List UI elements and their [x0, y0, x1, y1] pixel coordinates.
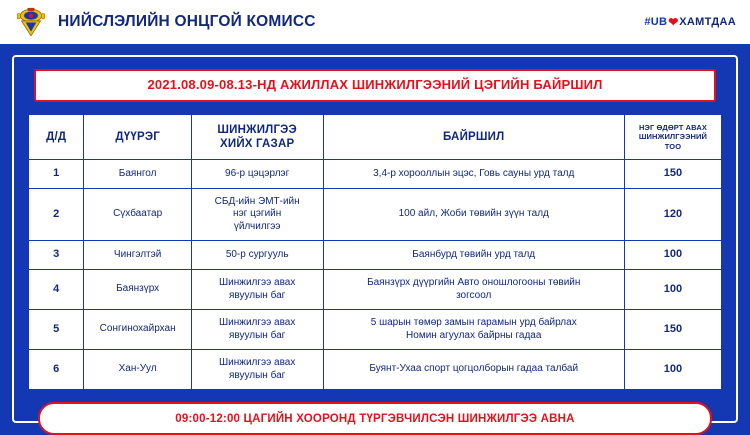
cell-district: Баянгол	[84, 160, 191, 189]
cell-district: Хан-Уул	[84, 350, 191, 390]
cell-place: 50-р сургууль	[191, 241, 323, 270]
ulaanbaatar-city-emblem-icon	[14, 5, 48, 39]
cell-place: Шинжилгээ авах явуулын баг	[191, 270, 323, 310]
table-row	[29, 310, 722, 350]
footer-banner	[38, 402, 712, 435]
cell-count: 100	[624, 350, 721, 390]
cell-count: 100	[624, 241, 721, 270]
cell-no: 2	[29, 188, 84, 241]
table-row	[29, 160, 722, 189]
heart-icon: ❤	[668, 15, 679, 29]
cell-count: 120	[624, 188, 721, 241]
cell-district: Чингэлтэй	[84, 241, 191, 270]
cell-count: 100	[624, 270, 721, 310]
cell-no: 6	[29, 350, 84, 390]
cell-location: Баянбурд төвийн урд талд	[323, 241, 624, 270]
title-banner-text: 2021.08.09-08.13-НД АЖИЛЛАХ ШИНЖИЛГЭЭНИЙ ЦЭГИЙН БАЙРШИЛ	[147, 77, 603, 92]
column-header-count-line1: НЭГ ӨДӨРТ АВАХ	[639, 123, 707, 132]
cell-location: 100 айл, Жоби төвийн зүүн талд	[323, 188, 624, 241]
cell-no: 5	[29, 310, 84, 350]
cell-place: Шинжилгээ авах явуулын баг	[191, 350, 323, 390]
header-bar	[0, 0, 750, 44]
content-frame	[12, 55, 738, 426]
table-row	[29, 270, 722, 310]
column-header-place-line1: ШИНЖИЛГЭЭ	[217, 124, 297, 137]
hashtag-ub: #UB	[644, 16, 668, 28]
footer-banner-text: 09:00-12:00 ЦАГИЙН ХООРОНД ТҮРГЭВЧИЛСЭН ШИНЖИЛГЭЭ АВНА	[175, 413, 575, 426]
cell-no: 3	[29, 241, 84, 270]
column-header-count-line3: ТОО	[664, 141, 682, 151]
page-title: НИЙСЛЭЛИЙН ОНЦГОЙ КОМИСС	[58, 13, 316, 30]
table-row	[29, 241, 722, 270]
title-banner	[34, 69, 716, 102]
table-body	[29, 160, 722, 390]
cell-location: 3,4-р хорооллын эцэс, Говь сауны урд талд	[323, 160, 624, 189]
table-header	[29, 115, 722, 160]
table-header-row	[29, 115, 722, 160]
cell-place: 96-р цэцэрлэг	[191, 160, 323, 189]
cell-no: 1	[29, 160, 84, 189]
campaign-hashtag	[644, 16, 736, 28]
cell-location: 5 шарын төмөр замын гарамын урд байрлах Номин агуулах байрны гадаа	[323, 310, 624, 350]
cell-count: 150	[624, 310, 721, 350]
table-row	[29, 350, 722, 390]
cell-count: 150	[624, 160, 721, 189]
cell-district: Сонгинохайрхан	[84, 310, 191, 350]
cell-location: Баянзүрх дүүргийн Авто оношлогооны төвийн зогсоол	[323, 270, 624, 310]
cell-no: 4	[29, 270, 84, 310]
column-header-place	[191, 115, 323, 160]
column-header-count-line2: ШИНЖИЛГЭЭНИЙ	[638, 132, 708, 142]
cell-district: Сүхбаатар	[84, 188, 191, 241]
hashtag-khamtdaa: ХАМТДАА	[679, 16, 736, 28]
testing-sites-table	[28, 114, 722, 390]
table-row	[29, 188, 722, 241]
cell-location: Буянт-Ухаа спорт цогцолборын гадаа талбай	[323, 350, 624, 390]
poster-body	[0, 44, 750, 433]
cell-district: Баянзүрх	[84, 270, 191, 310]
column-header-place-line2: ХИЙХ ГАЗАР	[219, 138, 295, 151]
column-header-district: ДҮҮРЭГ	[84, 115, 191, 160]
cell-place: Шинжилгээ авах явуулын баг	[191, 310, 323, 350]
cell-place: СБД-ийн ЭМТ-ийн нэг цэгийн үйлчилгээ	[191, 188, 323, 241]
column-header-location: БАЙРШИЛ	[323, 115, 624, 160]
column-header-count	[624, 115, 721, 160]
column-header-no: Д/Д	[29, 115, 84, 160]
